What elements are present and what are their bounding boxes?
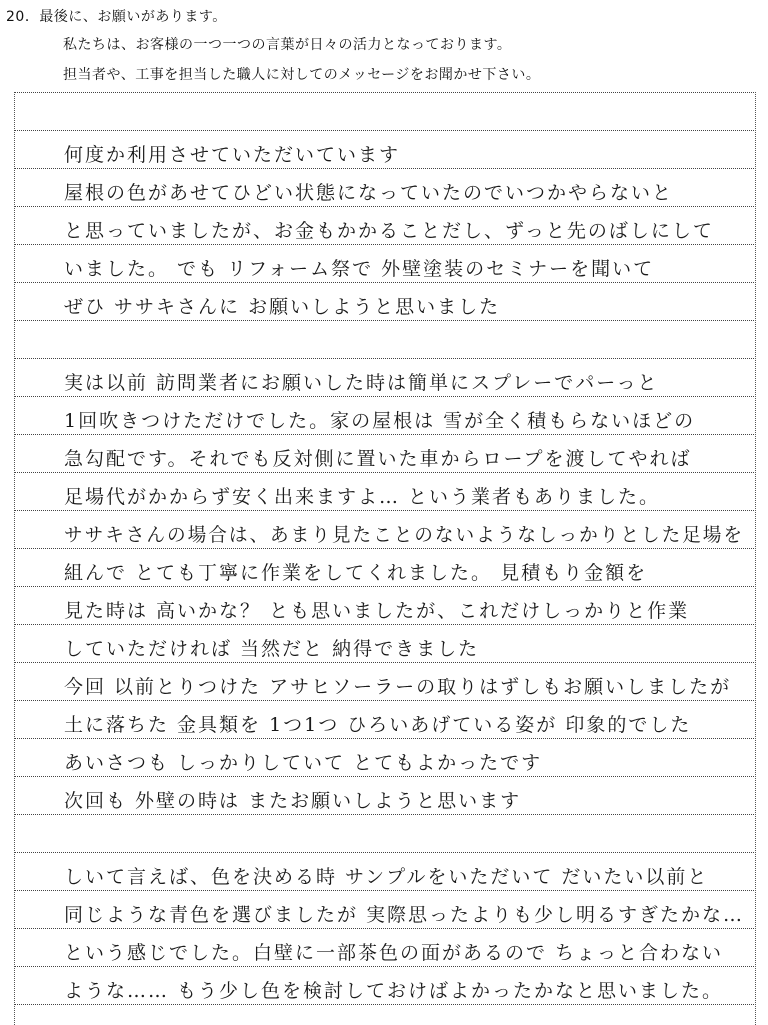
- handwritten-line: 見た時は 高いかな？ とも思いましたが、これだけしっかりと作業: [64, 600, 690, 622]
- handwritten-line: 次回も 外壁の時は またお願いしようと思います: [64, 790, 522, 812]
- rule-line: [14, 510, 754, 511]
- rule-line: [14, 472, 754, 473]
- rule-line: [14, 548, 754, 549]
- rule-line: [14, 776, 754, 777]
- question-subtext-2: 担当者や、工事を担当した職人に対してのメッセージをお聞かせ下さい。: [63, 67, 541, 83]
- handwritten-line: 今回 以前とりつけた アサヒソーラーの取りはずしもお願いしましたが: [64, 676, 732, 698]
- handwritten-line: ぜひ ササキさんに お願いしようと思いました: [64, 296, 501, 318]
- rule-line: [14, 586, 754, 587]
- handwritten-line: 実は以前 訪問業者にお願いした時は簡単にスプレーでパーっと: [64, 372, 659, 394]
- handwritten-line: 同じような青色を選びましたが 実際思ったよりも少し明るすぎたかな…: [64, 904, 745, 926]
- question-subtext-1: 私たちは、お客様の一つ一つの言葉が日々の活力となっております。: [63, 37, 512, 53]
- rule-line: [14, 320, 754, 321]
- rule-line: [14, 700, 754, 701]
- handwritten-line: いました。 でも リフォーム祭で 外壁塗装のセミナーを聞いて: [64, 258, 655, 280]
- handwritten-line: あいさつも しっかりしていて とてもよかったです: [64, 752, 543, 774]
- rule-line: [14, 168, 754, 169]
- rule-line: [14, 206, 754, 207]
- rule-line: [14, 928, 754, 929]
- rule-line: [14, 434, 754, 435]
- rule-line: [14, 814, 754, 815]
- rule-line: [14, 130, 754, 131]
- handwritten-line: 急勾配です。それでも反対側に置いた車からロープを渡してやれば: [64, 448, 692, 470]
- handwritten-line: 土に落ちた 金具類を 1つ1つ ひろいあげている姿が 印象的でした: [64, 714, 692, 736]
- handwritten-line: 足場代がかからず安く出来ますよ… という業者もありました。: [64, 486, 661, 508]
- handwritten-line: ササキさんの場合は、あまり見たことのないようなしっかりとした足場を: [64, 524, 745, 546]
- rule-line: [14, 1004, 754, 1005]
- rule-line: [14, 282, 754, 283]
- handwritten-line: していただければ 当然だと 納得できました: [64, 638, 480, 660]
- rule-line: [14, 92, 754, 93]
- handwritten-line: 何度か利用させていただいています: [64, 144, 401, 166]
- rule-line: [14, 890, 754, 891]
- handwritten-line: しいて言えば、色を決める時 サンプルをいただいて だいたい以前と: [64, 866, 709, 888]
- rule-line: [14, 738, 754, 739]
- rule-line: [14, 966, 754, 967]
- rule-line: [14, 244, 754, 245]
- rule-line: [14, 396, 754, 397]
- question-number-title: 20．最後に、お願いがあります。: [6, 9, 227, 25]
- rule-line: [14, 852, 754, 853]
- handwritten-line: という感じでした。白壁に一部茶色の面があるので ちょっと合わない: [64, 942, 724, 964]
- handwritten-line: 屋根の色があせてひどい状態になっていたのでいつかやらないと: [64, 182, 674, 204]
- rule-line: [14, 624, 754, 625]
- rule-line: [14, 662, 754, 663]
- handwritten-line: 1回吹きつけただけでした。家の屋根は 雪が全く積もらないほどの: [64, 410, 696, 432]
- handwritten-line: ような…… もう少し色を検討しておけばよかったかなと思いました。: [64, 980, 724, 1002]
- handwritten-line: 組んで とても丁寧に作業をしてくれました。 見積もり金額を: [64, 562, 648, 584]
- handwritten-line: と思っていましたが、お金もかかることだし、ずっと先のばしにして: [64, 220, 714, 242]
- rule-line: [14, 358, 754, 359]
